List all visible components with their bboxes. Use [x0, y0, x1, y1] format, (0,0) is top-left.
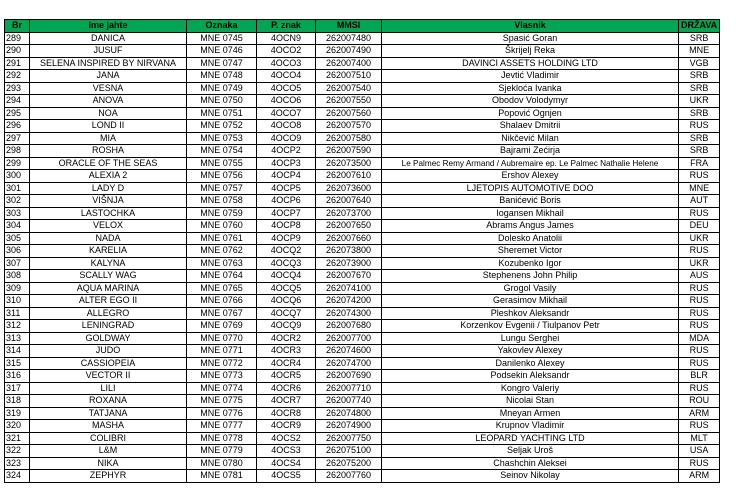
cell-mmsi: 262074700 [316, 357, 382, 370]
cell-ime-jahte: JANA [30, 70, 187, 83]
cell-mmsi: 262007610 [316, 170, 382, 183]
cell-drzava: AUS [679, 270, 720, 283]
table-row [5, 270, 720, 283]
cell-oznaka: MNE 0752 [187, 120, 257, 133]
cell-drzava: RUS [679, 120, 720, 133]
cell-drzava: SRB [679, 82, 720, 95]
cell-drzava: MLT [679, 432, 720, 445]
cell-br: 301 [5, 182, 30, 195]
cell-drzava: UKR [679, 232, 720, 245]
cell-drzava: RUS [679, 282, 720, 295]
table-row [5, 432, 720, 445]
cell-p-znak: 4OCS3 [257, 445, 316, 458]
cell-br: 321 [5, 432, 30, 445]
cell-ime-jahte: LILI [30, 382, 187, 395]
cell-vlasnik: Stephenens John Philip [382, 270, 679, 283]
col-header-p-znak: P. znak [257, 20, 316, 33]
cell-vlasnik: Popović Ognjen [382, 107, 679, 120]
cell-ime-jahte: ALLEGRO [30, 307, 187, 320]
cell-br: 311 [5, 307, 30, 320]
cell-ime-jahte: TATJANA [30, 407, 187, 420]
cell-ime-jahte: COLIBRI [30, 432, 187, 445]
cell-br: 296 [5, 120, 30, 133]
cell-br: 300 [5, 170, 30, 183]
cell-p-znak: 4OCP2 [257, 145, 316, 158]
cell-br: 317 [5, 382, 30, 395]
cell-p-znak: 4OCO9 [257, 132, 316, 145]
cell-oznaka: MNE 0750 [187, 95, 257, 108]
cell-br: 314 [5, 345, 30, 358]
cell-mmsi: 262074900 [316, 420, 382, 433]
cell-br: 322 [5, 445, 30, 458]
cell-drzava: SRB [679, 70, 720, 83]
cell-p-znak: 4OCQ3 [257, 257, 316, 270]
cell-oznaka: MNE 0748 [187, 70, 257, 83]
cell-mmsi: 262074100 [316, 282, 382, 295]
cell-br: 295 [5, 107, 30, 120]
header-row [5, 20, 720, 33]
cell-ime-jahte: KALYNA [30, 257, 187, 270]
cell-p-znak: 4OCP3 [257, 157, 316, 170]
cell-p-znak: 4OCQ2 [257, 245, 316, 258]
cell-br: 298 [5, 145, 30, 158]
cell-ime-jahte: L&M [30, 445, 187, 458]
table-row [5, 445, 720, 458]
cell-oznaka: MNE 0756 [187, 170, 257, 183]
table-row [5, 307, 720, 320]
cell-p-znak: 4OCP6 [257, 195, 316, 208]
table-row [5, 257, 720, 270]
cell-p-znak: 4OCR4 [257, 357, 316, 370]
cell-br: 289 [5, 32, 30, 45]
cell-ime-jahte: DANICA [30, 32, 187, 45]
cell-oznaka: MNE 0759 [187, 207, 257, 220]
col-header-mmsi: MMSI [316, 20, 382, 33]
cell-mmsi: 262075100 [316, 445, 382, 458]
cell-p-znak: 4OCS4 [257, 457, 316, 470]
cell-drzava: DEU [679, 220, 720, 233]
cell-ime-jahte: MIA [30, 132, 187, 145]
cell-p-znak: 4OCO6 [257, 95, 316, 108]
cell-p-znak: 4OCR9 [257, 420, 316, 433]
cell-p-znak: 4OCR2 [257, 332, 316, 345]
cell-oznaka: MNE 0762 [187, 245, 257, 258]
cell-br: 304 [5, 220, 30, 233]
cell-br: 290 [5, 45, 30, 58]
cell-mmsi: 262007570 [316, 120, 382, 133]
cell-br: 303 [5, 207, 30, 220]
table-row [5, 32, 720, 45]
cell-vlasnik: Sheremet Victor [382, 245, 679, 258]
table-row [5, 57, 720, 70]
cell-oznaka: MNE 0769 [187, 320, 257, 333]
cell-drzava: USA [679, 445, 720, 458]
cell-br: 318 [5, 395, 30, 408]
cell-mmsi: 262074600 [316, 345, 382, 358]
cell-p-znak: 4OCR3 [257, 345, 316, 358]
cell-mmsi: 262073900 [316, 257, 382, 270]
cell-ime-jahte: CASSIOPEIA [30, 357, 187, 370]
cell-oznaka: MNE 0774 [187, 382, 257, 395]
table-row [5, 282, 720, 295]
table-row [5, 220, 720, 233]
cell-br: 323 [5, 457, 30, 470]
cell-ime-jahte: KARELIA [30, 245, 187, 258]
cell-drzava: RUS [679, 320, 720, 333]
cell-vlasnik: LJETOPIS AUTOMOTIVE DOO [382, 182, 679, 195]
cell-ime-jahte: VESNA [30, 82, 187, 95]
cell-ime-jahte: MASHA [30, 420, 187, 433]
cell-mmsi: 262007400 [316, 57, 382, 70]
cell-vlasnik: Obodov Volodymyr [382, 95, 679, 108]
cell-br: 292 [5, 70, 30, 83]
cell-drzava: SRB [679, 107, 720, 120]
cell-p-znak: 4OCQ6 [257, 295, 316, 308]
cell-mmsi: 262074300 [316, 307, 382, 320]
cell-oznaka: MNE 0776 [187, 407, 257, 420]
cell-oznaka: MNE 0771 [187, 345, 257, 358]
cell-oznaka: MNE 0761 [187, 232, 257, 245]
cell-drzava: SRB [679, 132, 720, 145]
table-header [5, 20, 720, 33]
cell-vlasnik: Kongro Valeriy [382, 382, 679, 395]
cell-vlasnik: Grogol Vasily [382, 282, 679, 295]
table-row [5, 107, 720, 120]
cell-p-znak: 4OCP5 [257, 182, 316, 195]
table-row [5, 207, 720, 220]
col-header-oznaka: Oznaka [187, 20, 257, 33]
cell-ime-jahte: LASTOCHKA [30, 207, 187, 220]
cell-drzava: MNE [679, 182, 720, 195]
cell-oznaka: MNE 0767 [187, 307, 257, 320]
table-row [5, 295, 720, 308]
cell-vlasnik: DAVINCI ASSETS HOLDING LTD [382, 57, 679, 70]
cell-p-znak: 4OCR7 [257, 395, 316, 408]
cell-mmsi: 262074800 [316, 407, 382, 420]
cell-oznaka: MNE 0747 [187, 57, 257, 70]
cell-drzava: ARM [679, 470, 720, 483]
cell-drzava: RUS [679, 207, 720, 220]
cell-br: 302 [5, 195, 30, 208]
cell-vlasnik: Krupnov Vladimir [382, 420, 679, 433]
cell-ime-jahte: NIKA [30, 457, 187, 470]
cell-p-znak: 4OCO8 [257, 120, 316, 133]
cell-oznaka: MNE 0757 [187, 182, 257, 195]
cell-ime-jahte: ALEXIA 2 [30, 170, 187, 183]
cell-p-znak: 4OCN9 [257, 32, 316, 45]
cell-mmsi: 262007760 [316, 470, 382, 483]
table-row [5, 332, 720, 345]
cell-br: 306 [5, 245, 30, 258]
cell-vlasnik: Nikčević Milan [382, 132, 679, 145]
cell-mmsi: 262007640 [316, 195, 382, 208]
cell-vlasnik: Kozubenko Igor [382, 257, 679, 270]
cell-ime-jahte: ZEPHYR [30, 470, 187, 483]
cell-p-znak: 4OCQ5 [257, 282, 316, 295]
cell-br: 291 [5, 57, 30, 70]
cell-oznaka: MNE 0764 [187, 270, 257, 283]
cell-br: 307 [5, 257, 30, 270]
cell-ime-jahte: ALTER EGO II [30, 295, 187, 308]
cell-drzava: RUS [679, 245, 720, 258]
cell-oznaka: MNE 0753 [187, 132, 257, 145]
cell-mmsi: 262007700 [316, 332, 382, 345]
cell-mmsi: 262007590 [316, 145, 382, 158]
cell-p-znak: 4OCO2 [257, 45, 316, 58]
cell-ime-jahte: JUDO [30, 345, 187, 358]
cell-drzava: RUS [679, 382, 720, 395]
col-header-br: Br [5, 20, 30, 33]
cell-p-znak: 4OCR5 [257, 370, 316, 383]
cell-oznaka: MNE 0763 [187, 257, 257, 270]
cell-drzava: RUS [679, 295, 720, 308]
cell-oznaka: MNE 0770 [187, 332, 257, 345]
cell-vlasnik: Škrijelj Reka [382, 45, 679, 58]
cell-drzava: BLR [679, 370, 720, 383]
table-row [5, 195, 720, 208]
cell-mmsi: 262073500 [316, 157, 382, 170]
cell-vlasnik: Banićević Boris [382, 195, 679, 208]
table-row [5, 170, 720, 183]
cell-br: 324 [5, 470, 30, 483]
cell-vlasnik: Iogansen Mikhail [382, 207, 679, 220]
cell-br: 315 [5, 357, 30, 370]
cell-oznaka: MNE 0775 [187, 395, 257, 408]
cell-ime-jahte: VECTOR II [30, 370, 187, 383]
cell-p-znak: 4OCO5 [257, 82, 316, 95]
table-row [5, 232, 720, 245]
table-row [5, 320, 720, 333]
cell-mmsi: 262007580 [316, 132, 382, 145]
table-row [5, 370, 720, 383]
cell-mmsi: 262007710 [316, 382, 382, 395]
cell-vlasnik: Danilenko Alexey [382, 357, 679, 370]
cell-vlasnik: Abrams Angus James [382, 220, 679, 233]
cell-vlasnik: Le Palmec Remy Armand / Aubremaire ep. Le Palmec Nathalie Helene [382, 157, 679, 170]
cell-oznaka: MNE 0781 [187, 470, 257, 483]
cell-br: 310 [5, 295, 30, 308]
cell-vlasnik: Jevtić Vladimir [382, 70, 679, 83]
cell-p-znak: 4OCQ7 [257, 307, 316, 320]
cell-p-znak: 4OCP8 [257, 220, 316, 233]
cell-br: 293 [5, 82, 30, 95]
cell-drzava: ROU [679, 395, 720, 408]
cell-p-znak: 4OCR8 [257, 407, 316, 420]
cell-p-znak: 4OCP4 [257, 170, 316, 183]
cell-drzava: ARM [679, 407, 720, 420]
cell-ime-jahte: SCALLY WAG [30, 270, 187, 283]
cell-vlasnik: Lungu Serghei [382, 332, 679, 345]
table-row [5, 45, 720, 58]
cell-vlasnik: Ershov Alexey [382, 170, 679, 183]
cell-oznaka: MNE 0773 [187, 370, 257, 383]
cell-oznaka: MNE 0754 [187, 145, 257, 158]
table-row [5, 357, 720, 370]
cell-vlasnik: Shalaev Dmitrii [382, 120, 679, 133]
cell-vlasnik: Dolesko Anatolii [382, 232, 679, 245]
cell-p-znak: 4OCO4 [257, 70, 316, 83]
table-row [5, 145, 720, 158]
cell-vlasnik: Seljak Uroš [382, 445, 679, 458]
cell-br: 319 [5, 407, 30, 420]
col-header-ime-jahte: Ime jahte [30, 20, 187, 33]
cell-mmsi: 262007740 [316, 395, 382, 408]
cell-mmsi: 262007670 [316, 270, 382, 283]
cell-mmsi: 262007510 [316, 70, 382, 83]
cell-mmsi: 262075200 [316, 457, 382, 470]
cell-ime-jahte: LOND II [30, 120, 187, 133]
cell-br: 294 [5, 95, 30, 108]
cell-drzava: SRB [679, 145, 720, 158]
table-row [5, 70, 720, 83]
cell-mmsi: 262007550 [316, 95, 382, 108]
cell-drzava: RUS [679, 357, 720, 370]
table-row [5, 395, 720, 408]
cell-drzava: RUS [679, 420, 720, 433]
cell-oznaka: MNE 0755 [187, 157, 257, 170]
cell-oznaka: MNE 0766 [187, 295, 257, 308]
table-row [5, 245, 720, 258]
cell-p-znak: 4OCP9 [257, 232, 316, 245]
cell-oznaka: MNE 0777 [187, 420, 257, 433]
cell-br: 309 [5, 282, 30, 295]
cell-br: 299 [5, 157, 30, 170]
table-row [5, 345, 720, 358]
cell-vlasnik: Podsekin Aleksandr [382, 370, 679, 383]
cell-oznaka: MNE 0745 [187, 32, 257, 45]
cell-drzava: MNE [679, 45, 720, 58]
cell-drzava: RUS [679, 457, 720, 470]
cell-vlasnik: Nicolai Stan [382, 395, 679, 408]
cell-vlasnik: Pleshkov Aleksandr [382, 307, 679, 320]
cell-mmsi: 262007650 [316, 220, 382, 233]
cell-oznaka: MNE 0779 [187, 445, 257, 458]
cell-mmsi: 262073700 [316, 207, 382, 220]
cell-mmsi: 262073800 [316, 245, 382, 258]
cell-mmsi: 262007660 [316, 232, 382, 245]
cell-ime-jahte: NOA [30, 107, 187, 120]
cell-oznaka: MNE 0749 [187, 82, 257, 95]
col-header-vlasnik: Vlasnik [382, 20, 679, 33]
cell-drzava: UKR [679, 257, 720, 270]
table-row [5, 95, 720, 108]
cell-oznaka: MNE 0765 [187, 282, 257, 295]
cell-oznaka: MNE 0760 [187, 220, 257, 233]
table-row [5, 470, 720, 483]
cell-vlasnik: LEOPARD YACHTING LTD [382, 432, 679, 445]
cell-oznaka: MNE 0778 [187, 432, 257, 445]
cell-br: 313 [5, 332, 30, 345]
cell-oznaka: MNE 0746 [187, 45, 257, 58]
cell-oznaka: MNE 0780 [187, 457, 257, 470]
cell-mmsi: 262007490 [316, 45, 382, 58]
cell-ime-jahte: SELENA INSPIRED BY NIRVANA [30, 57, 187, 70]
cell-ime-jahte: ROXANA [30, 395, 187, 408]
table-row [5, 157, 720, 170]
cell-drzava: RUS [679, 345, 720, 358]
table-row [5, 382, 720, 395]
cell-drzava: RUS [679, 170, 720, 183]
cell-br: 305 [5, 232, 30, 245]
cell-drzava: FRA [679, 157, 720, 170]
cell-mmsi: 262007560 [316, 107, 382, 120]
cell-drzava: MDA [679, 332, 720, 345]
table-row [5, 182, 720, 195]
yacht-register-table [4, 19, 720, 483]
cell-mmsi: 262007750 [316, 432, 382, 445]
cell-ime-jahte: NADA [30, 232, 187, 245]
cell-p-znak: 4OCQ4 [257, 270, 316, 283]
cell-p-znak: 4OCO3 [257, 57, 316, 70]
cell-mmsi: 262007690 [316, 370, 382, 383]
cell-p-znak: 4OCR6 [257, 382, 316, 395]
cell-ime-jahte: VIŠNJA [30, 195, 187, 208]
cell-drzava: VGB [679, 57, 720, 70]
cell-oznaka: MNE 0758 [187, 195, 257, 208]
cell-mmsi: 262007540 [316, 82, 382, 95]
cell-br: 320 [5, 420, 30, 433]
cell-ime-jahte: VELOX [30, 220, 187, 233]
cell-p-znak: 4OCS5 [257, 470, 316, 483]
cell-mmsi: 262007480 [316, 32, 382, 45]
cell-vlasnik: Gerasimov Mikhail [382, 295, 679, 308]
cell-p-znak: 4OCS2 [257, 432, 316, 445]
cell-drzava: SRB [679, 32, 720, 45]
cell-vlasnik: Korzenkov Evgenii / Tiulpanov Petr [382, 320, 679, 333]
cell-vlasnik: Yakovlev Alexey [382, 345, 679, 358]
cell-vlasnik: Chashchin Aleksei [382, 457, 679, 470]
cell-p-znak: 4OCP7 [257, 207, 316, 220]
cell-oznaka: MNE 0772 [187, 357, 257, 370]
cell-vlasnik: Mneyan Armen [382, 407, 679, 420]
cell-drzava: UKR [679, 95, 720, 108]
cell-ime-jahte: ANOVA [30, 95, 187, 108]
cell-ime-jahte: AQUA MARINA [30, 282, 187, 295]
cell-ime-jahte: ROSHA [30, 145, 187, 158]
cell-vlasnik: Bajrami Zećirja [382, 145, 679, 158]
cell-ime-jahte: ORACLE OF THE SEAS [30, 157, 187, 170]
cell-mmsi: 262073600 [316, 182, 382, 195]
table-row [5, 82, 720, 95]
cell-vlasnik: Sjekloća Ivanka [382, 82, 679, 95]
cell-br: 316 [5, 370, 30, 383]
col-header-drzava: DRŽAVA [679, 20, 720, 33]
cell-ime-jahte: LENINGRAD [30, 320, 187, 333]
cell-vlasnik: Seinov Nikolay [382, 470, 679, 483]
cell-ime-jahte: LADY D [30, 182, 187, 195]
cell-br: 297 [5, 132, 30, 145]
cell-ime-jahte: JUSUF [30, 45, 187, 58]
cell-mmsi: 262074200 [316, 295, 382, 308]
cell-drzava: AUT [679, 195, 720, 208]
cell-vlasnik: Spasić Goran [382, 32, 679, 45]
cell-oznaka: MNE 0751 [187, 107, 257, 120]
cell-br: 312 [5, 320, 30, 333]
table-row [5, 120, 720, 133]
table-row [5, 457, 720, 470]
cell-ime-jahte: GOLDWAY [30, 332, 187, 345]
table-row [5, 132, 720, 145]
table-row [5, 420, 720, 433]
cell-mmsi: 262007680 [316, 320, 382, 333]
cell-br: 308 [5, 270, 30, 283]
cell-p-znak: 4OCO7 [257, 107, 316, 120]
cell-p-znak: 4OCQ9 [257, 320, 316, 333]
table-row [5, 407, 720, 420]
cell-drzava: RUS [679, 307, 720, 320]
table-body [5, 32, 720, 482]
